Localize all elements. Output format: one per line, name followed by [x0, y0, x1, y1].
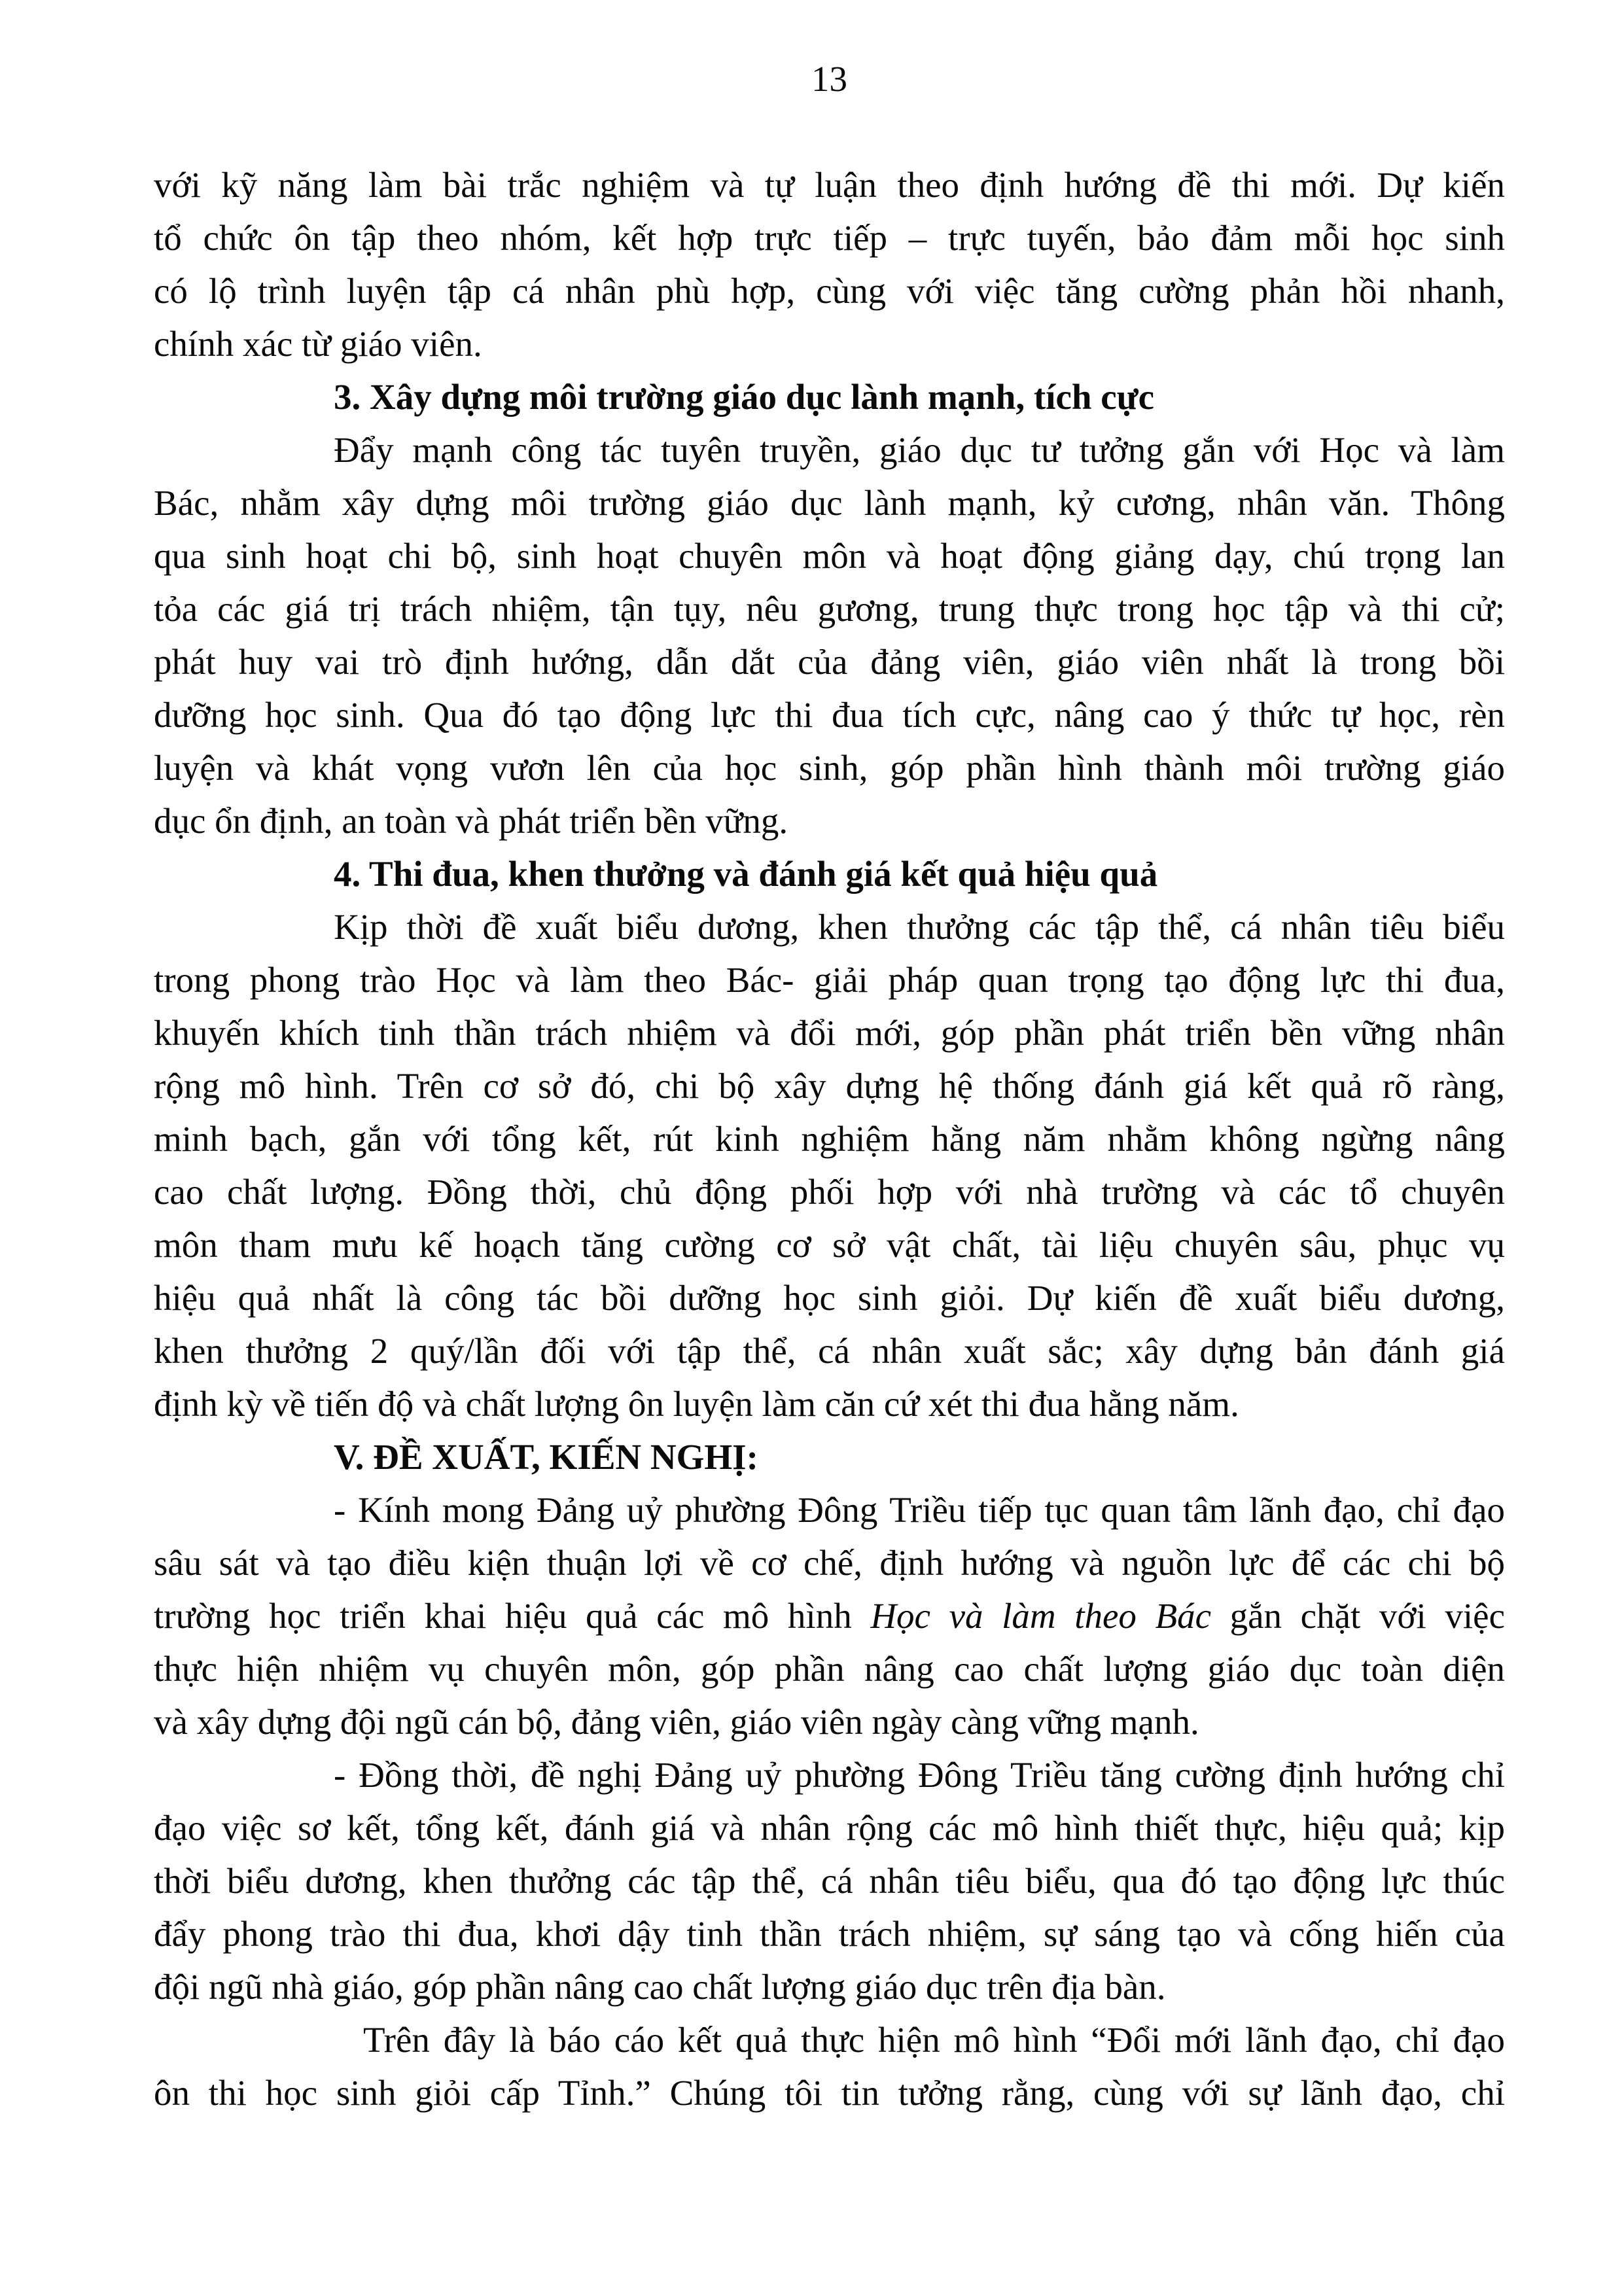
text-line: [154, 1112, 1505, 1165]
text-line: [154, 423, 1505, 476]
text-run: minh bạch, gắn với tổng kết, rút kinh nghiệm hằng năm nhằm không ngừng nâng: [154, 1119, 1505, 1159]
text-run: - Đồng thời, đề nghị Đảng uỷ phường Đông Triều tăng cường định hướng chỉ: [334, 1755, 1505, 1795]
text-line: [154, 317, 1505, 370]
document-body: [154, 158, 1505, 2119]
bold-text-run: 4. Thi đua, khen thưởng và đánh giá kết quả hiệu quả: [334, 854, 1158, 894]
text-run: qua sinh hoạt chi bộ, sinh hoạt chuyên môn và hoạt động giảng dạy, chú trọng lan: [154, 536, 1505, 576]
text-run: Bác, nhằm xây dựng môi trường giáo dục lành mạnh, kỷ cương, nhân văn. Thông: [154, 483, 1505, 523]
text-line: [154, 688, 1505, 741]
bold-text-run: V. ĐỀ XUẤT, KIẾN NGHỊ:: [334, 1437, 758, 1477]
text-line: [154, 1589, 1505, 1642]
text-run: cao chất lượng. Đồng thời, chủ động phối hợp với nhà trường và các tổ chuyên: [154, 1172, 1505, 1212]
text-run: Kịp thời đề xuất biểu dương, khen thưởng các tập thể, cá nhân tiêu biểu: [334, 907, 1505, 947]
text-run: thực hiện nhiệm vụ chuyên môn, góp phần nâng cao chất lượng giáo dục toàn diện: [154, 1649, 1505, 1689]
text-run: đạo việc sơ kết, tổng kết, đánh giá và nhân rộng các mô hình thiết thực, hiệu quả; kịp: [154, 1808, 1505, 1848]
section-heading-line: [154, 1430, 1505, 1483]
text-run: sâu sát và tạo điều kiện thuận lợi về cơ chế, định hướng và nguồn lực để các chi bộ: [154, 1543, 1505, 1583]
text-line: [154, 1006, 1505, 1059]
text-line: [154, 794, 1505, 847]
text-line: [154, 211, 1505, 264]
text-line: [154, 2013, 1505, 2066]
text-line: [154, 1854, 1505, 1907]
text-line: [154, 1483, 1505, 1536]
text-run: và xây dựng đội ngũ cán bộ, đảng viên, giáo viên ngày càng vững mạnh.: [154, 1702, 1199, 1742]
text-run: đẩy phong trào thi đua, khơi dậy tinh thần trách nhiệm, sự sáng tạo và cống hiến của: [154, 1914, 1505, 1954]
text-line: [154, 1059, 1505, 1112]
section-heading-line: [154, 847, 1505, 900]
text-line: [154, 953, 1505, 1006]
text-line: [154, 1324, 1505, 1377]
text-run: luyện và khát vọng vươn lên của học sinh, góp phần hình thành môi trường giáo: [154, 748, 1505, 788]
text-line: [154, 1960, 1505, 2013]
text-run: chính xác từ giáo viên.: [154, 324, 482, 364]
text-line: [154, 635, 1505, 688]
text-run: tổ chức ôn tập theo nhóm, kết hợp trực tiếp – trực tuyến, bảo đảm mỗi học sinh: [154, 218, 1505, 258]
text-line: [154, 476, 1505, 529]
text-run: khen thưởng 2 quý/lần đối với tập thể, cá nhân xuất sắc; xây dựng bản đánh giá: [154, 1331, 1505, 1371]
text-run: trường học triển khai hiệu quả các mô hình: [154, 1596, 871, 1636]
text-run: khuyến khích tinh thần trách nhiệm và đổi mới, góp phần phát triển bền vững nhân: [154, 1013, 1505, 1053]
text-line: [154, 1165, 1505, 1218]
text-run: Trên đây là báo cáo kết quả thực hiện mô hình “Đổi mới lãnh đạo, chỉ đạo: [363, 2020, 1505, 2060]
text-run: hiệu quả nhất là công tác bồi dưỡng học sinh giỏi. Dự kiến đề xuất biểu dương,: [154, 1278, 1505, 1318]
text-run: dưỡng học sinh. Qua đó tạo động lực thi đua tích cực, nâng cao ý thức tự học, rèn: [154, 695, 1505, 735]
text-line: [154, 1377, 1505, 1430]
text-run: trong phong trào Học và làm theo Bác- giải pháp quan trọng tạo động lực thi đua,: [154, 960, 1505, 1000]
text-run: Đẩy mạnh công tác tuyên truyền, giáo dục tư tưởng gắn với Học và làm: [334, 430, 1505, 470]
text-run: - Kính mong Đảng uỷ phường Đông Triều tiếp tục quan tâm lãnh đạo, chỉ đạo: [334, 1490, 1505, 1530]
text-line: [154, 1801, 1505, 1854]
text-line: [154, 741, 1505, 794]
text-line: [154, 264, 1505, 317]
bold-text-run: 3. Xây dựng môi trường giáo dục lành mạnh, tích cực: [334, 377, 1155, 417]
text-line: [154, 529, 1505, 582]
text-run: định kỳ về tiến độ và chất lượng ôn luyện làm căn cứ xét thi đua hằng năm.: [154, 1384, 1239, 1424]
text-run: rộng mô hình. Trên cơ sở đó, chi bộ xây dựng hệ thống đánh giá kết quả rõ ràng,: [154, 1066, 1505, 1106]
text-line: [154, 1271, 1505, 1324]
text-line: [154, 582, 1505, 635]
text-line: [154, 1642, 1505, 1695]
text-line: [154, 1536, 1505, 1589]
text-run: có lộ trình luyện tập cá nhân phù hợp, cùng với việc tăng cường phản hồi nhanh,: [154, 271, 1505, 311]
text-run: tỏa các giá trị trách nhiệm, tận tụy, nêu gương, trung thực trong học tập và thi cử;: [154, 589, 1505, 629]
text-line: [154, 158, 1505, 211]
text-line: [154, 1748, 1505, 1801]
text-run: phát huy vai trò định hướng, dẫn dắt của đảng viên, giáo viên nhất là trong bồi: [154, 642, 1505, 682]
text-run: đội ngũ nhà giáo, góp phần nâng cao chất lượng giáo dục trên địa bàn.: [154, 1967, 1166, 2007]
text-run: môn tham mưu kế hoạch tăng cường cơ sở vật chất, tài liệu chuyên sâu, phục vụ: [154, 1225, 1505, 1265]
text-line: [154, 1695, 1505, 1748]
section-heading-line: [154, 370, 1505, 423]
text-run: với kỹ năng làm bài trắc nghiệm và tự luận theo định hướng đề thi mới. Dự kiến: [154, 165, 1505, 205]
page-number: 13: [811, 59, 847, 99]
text-line: [154, 1218, 1505, 1271]
text-run: gắn chặt với việc: [1211, 1596, 1505, 1636]
text-run: dục ổn định, an toàn và phát triển bền vững.: [154, 801, 788, 841]
italic-text-run: Học và làm theo Bác: [870, 1596, 1212, 1636]
text-line: [154, 900, 1505, 953]
text-run: ôn thi học sinh giỏi cấp Tỉnh.” Chúng tôi tin tưởng rằng, cùng với sự lãnh đạo, chỉ: [154, 2073, 1505, 2113]
text-line: [154, 2066, 1505, 2119]
text-line: [154, 1907, 1505, 1960]
text-run: thời biểu dương, khen thưởng các tập thể, cá nhân tiêu biểu, qua đó tạo động lực thúc: [154, 1861, 1505, 1901]
